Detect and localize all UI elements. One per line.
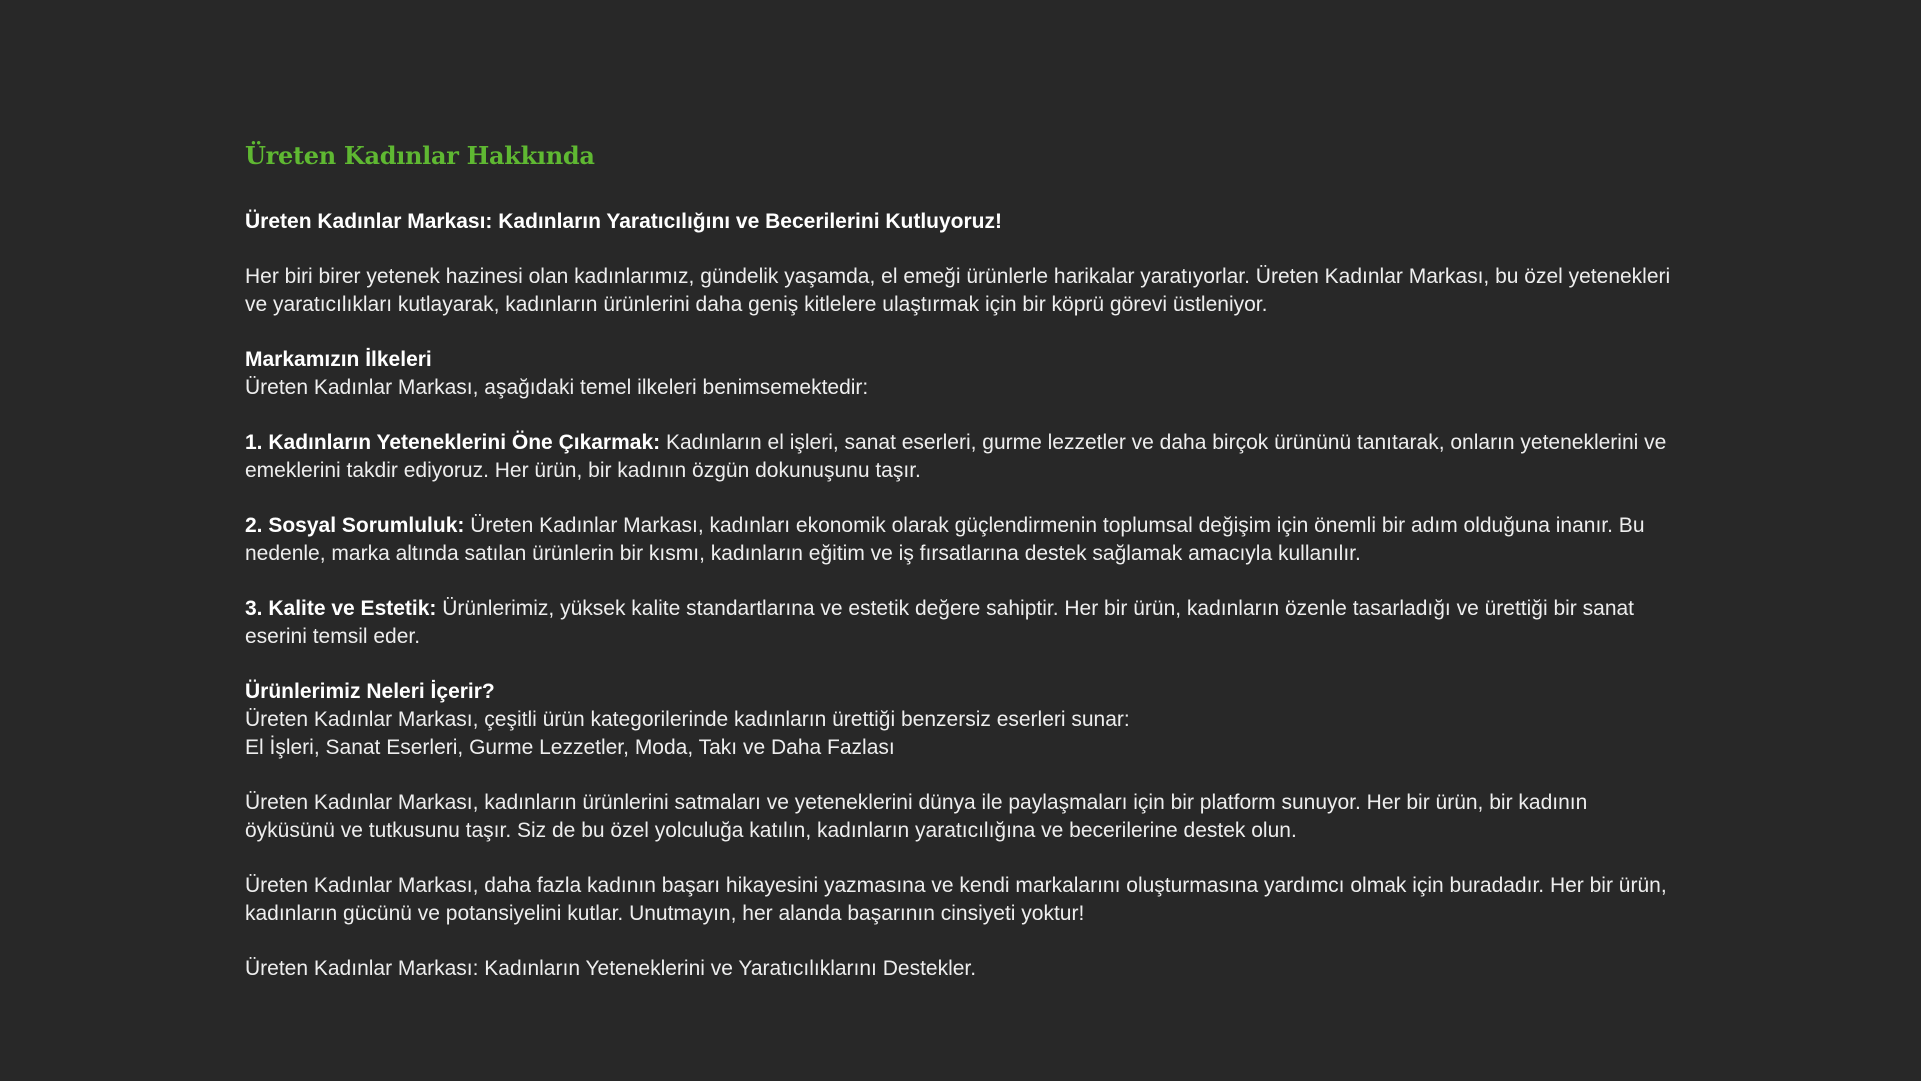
closing-paragraph-1: Üreten Kadınlar Markası, kadınların ürünlerini satmaları ve yeteneklerini dünya ile paylaşmaları için bir platform sunuyor. Her bir ürün, bir kadının öyküsünü ve tutkusunu taşır. Siz de bu özel yolculuğa katılın, kadınların yaratıcılığına ve becerilerine destek olun.: [245, 791, 1588, 842]
intro-paragraph: Her biri birer yetenek hazinesi olan kadınlarımız, gündelik yaşamda, el emeği ürünlerle harikalar yaratıyorlar. Üreten Kadınlar Markası, bu özel yetenekleri ve yaratıcılıkları kutlayarak, kadınların ürünlerini daha geniş kitlelere ulaştırmak için bir köprü görevi üstleniyor.: [245, 265, 1671, 316]
products-categories: El İşleri, Sanat Eserleri, Gurme Lezzetler, Moda, Takı ve Daha Fazlası: [245, 736, 895, 759]
principle-text-2: Üreten Kadınlar Markası, kadınları ekonomik olarak güçlendirmenin toplumsal değişim için önemli bir adım olduğuna inanır. Bu nedenle, marka altında satılan ürünlerin bir kısmı, kadınların eğitim ve iş fırsatlarına destek sağlamak amacıyla kullanılır.: [245, 514, 1645, 565]
closing-paragraph-2: Üreten Kadınlar Markası, daha fazla kadının başarı hikayesini yazmasına ve kendi markalarını oluşturmasına yardımcı olmak için buradadır. Her bir ürün, kadınların gücünü ve potansiyelini kutlar. Unutmayın, her alanda başarının cinsiyeti yoktur!: [245, 874, 1667, 925]
products-lead: Üreten Kadınlar Markası, çeşitli ürün kategorilerinde kadınların ürettiği benzersiz eserleri sunar:: [245, 708, 1130, 731]
principles-title: Markamızın İlkeleri: [245, 348, 432, 371]
principle-item-3: [245, 595, 1675, 651]
principles-lead: Üreten Kadınlar Markası, aşağıdaki temel ilkeleri benimsemektedir:: [245, 376, 869, 399]
tagline: Üreten Kadınlar Markası: Kadınların Yaratıcılığını ve Becerilerini Kutluyoruz!: [245, 210, 1003, 233]
principle-text-3: Ürünlerimiz, yüksek kalite standartlarına ve estetik değere sahiptir. Her bir ürün, kadınların özenle tasarladığı ve ürettiği bir sanat eserini temsil eder.: [245, 597, 1635, 648]
principle-text-1: Kadınların el işleri, sanat eserleri, gurme lezzetler ve daha birçok ürününü tanıtarak, onların yeteneklerini ve emeklerini takdir ediyoruz. Her ürün, bir kadının özgün dokunuşunu taşır.: [245, 431, 1667, 482]
closing-paragraph-3: Üreten Kadınlar Markası: Kadınların Yeteneklerini ve Yaratıcılıklarını Destekler.: [245, 957, 977, 980]
principle-label-3: 3. Kalite ve Estetik:: [245, 597, 437, 620]
page-title: Üreten Kadınlar Hakkında: [245, 141, 595, 170]
principle-label-1: 1. Kadınların Yeteneklerini Öne Çıkarmak:: [245, 431, 661, 454]
principle-item-2: [245, 512, 1675, 568]
products-title: Ürünlerimiz Neleri İçerir?: [245, 680, 495, 703]
principles-section: [245, 346, 1675, 402]
principle-item-1: [245, 429, 1675, 485]
principle-label-2: 2. Sosyal Sorumluluk:: [245, 514, 465, 537]
about-content: [245, 140, 1675, 983]
products-section: [245, 678, 1675, 762]
